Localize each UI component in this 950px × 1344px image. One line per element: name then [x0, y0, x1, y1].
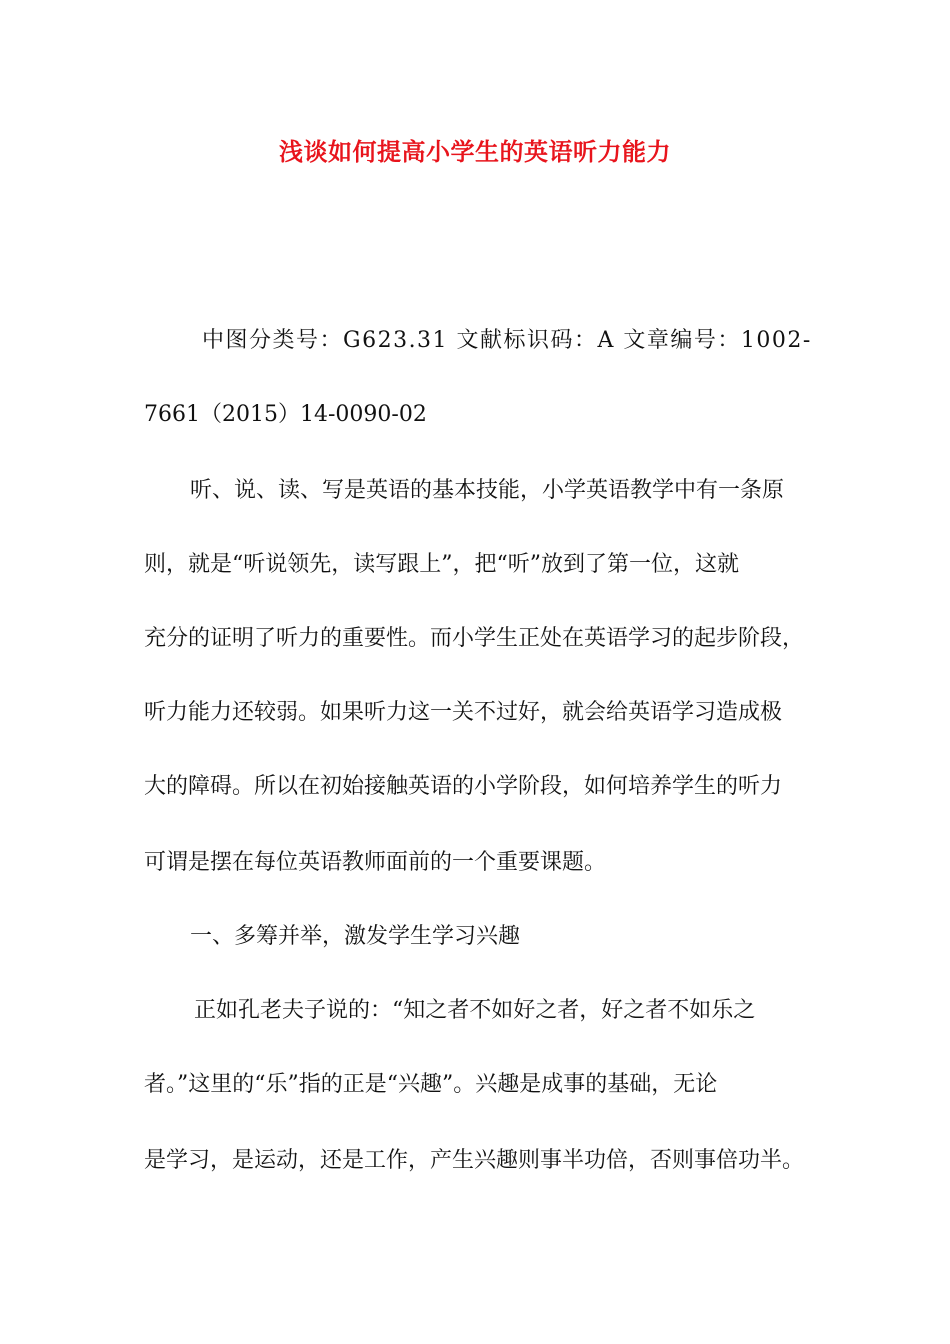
paragraph-line: 充分的证明了听力的重要性。而小学生正处在英语学习的起步阶段，: [144, 626, 805, 651]
paragraph-line: 可谓是摆在每位英语教师面前的一个重要课题。: [144, 850, 607, 875]
classification-line: 中图分类号：G623.31 文献标识码：A 文章编号：1002-: [202, 328, 812, 353]
paragraph-line: 则，就是“听说领先，读写跟上”，把“听”放到了第一位，这就: [144, 552, 739, 577]
paragraph-line: 是学习，是运动，还是工作，产生兴趣则事半功倍，否则事倍功半。: [144, 1148, 805, 1173]
paragraph-line: 正如孔老夫子说的：“知之者不如好之者，好之者不如乐之: [194, 998, 756, 1023]
paragraph-line: 大的障碍。所以在初始接触英语的小学阶段，如何培养学生的听力: [144, 774, 783, 799]
classification-line-continued: 7661（2015）14-0090-02: [144, 402, 427, 427]
document-title: 浅谈如何提高小学生的英语听力能力: [279, 138, 671, 166]
paragraph-line: 者。”这里的“乐”指的正是“兴趣”。兴趣是成事的基础，无论: [144, 1072, 718, 1097]
paragraph-line: 听力能力还较弱。如果听力这一关不过好，就会给英语学习造成极: [144, 700, 783, 725]
paragraph-line: 听、说、读、写是英语的基本技能，小学英语教学中有一条原: [190, 478, 785, 503]
section-heading: 一、多筹并举，激发学生学习兴趣: [190, 924, 521, 949]
